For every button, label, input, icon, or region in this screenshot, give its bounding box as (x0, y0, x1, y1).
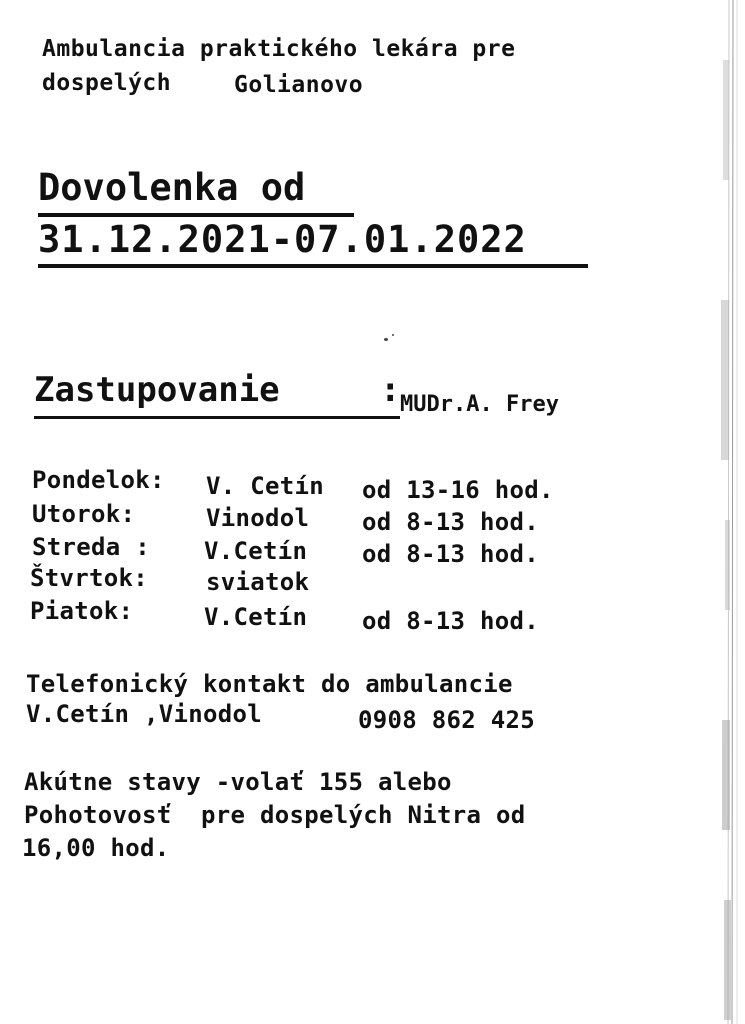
holiday-heading: Dovolenka od (38, 166, 306, 209)
schedule-hours-tuesday: od 8-13 hod. (362, 508, 539, 536)
schedule-place-tuesday: Vinodol (206, 504, 310, 532)
schedule-hours-monday: od 13-16 hod. (362, 476, 554, 504)
scan-speck (392, 334, 394, 336)
scan-edge-artifact (685, 0, 745, 1024)
contact-places: V.Cetín ,Vinodol (26, 700, 262, 728)
substitution-colon: : (380, 370, 401, 410)
contact-phone: 0908 862 425 (358, 706, 535, 734)
substitution-label: Zastupovanie (34, 370, 280, 410)
holiday-heading-underline (38, 213, 354, 217)
schedule-place-thursday: sviatok (206, 568, 310, 596)
schedule-day-friday: Piatok: (30, 597, 134, 625)
schedule-day-tuesday: Utorok: (32, 500, 136, 528)
emergency-line3: 16,00 hod. (22, 834, 170, 862)
substitute-doctor: MUDr.A. Frey (400, 392, 559, 417)
emergency-line1: Akútne stavy -volať 155 alebo (24, 768, 452, 796)
clinic-name-line2a: dospelých (42, 70, 172, 96)
schedule-place-wednesday: V.Cetín (204, 537, 308, 565)
holiday-dates-underline (38, 264, 588, 268)
schedule-day-thursday: Štvrtok: (30, 564, 148, 592)
schedule-day-monday: Pondelok: (32, 466, 165, 494)
scan-speck (384, 338, 388, 341)
schedule-place-monday: V. Cetín (206, 472, 324, 500)
clinic-name-line1: Ambulancia praktického lekára pre (42, 36, 516, 62)
schedule-place-friday: V.Cetín (204, 603, 308, 631)
clinic-location: Golianovo (234, 72, 364, 98)
emergency-line2: Pohotovosť pre dospelých Nitra od (24, 801, 526, 829)
contact-heading: Telefonický kontakt do ambulancie (26, 670, 513, 698)
schedule-day-wednesday: Streda : (32, 533, 150, 561)
schedule-hours-wednesday: od 8-13 hod. (362, 540, 539, 568)
schedule-hours-friday: od 8-13 hod. (362, 607, 539, 635)
substitution-underline (34, 416, 400, 419)
holiday-dates: 31.12.2021-07.01.2022 (38, 218, 527, 261)
